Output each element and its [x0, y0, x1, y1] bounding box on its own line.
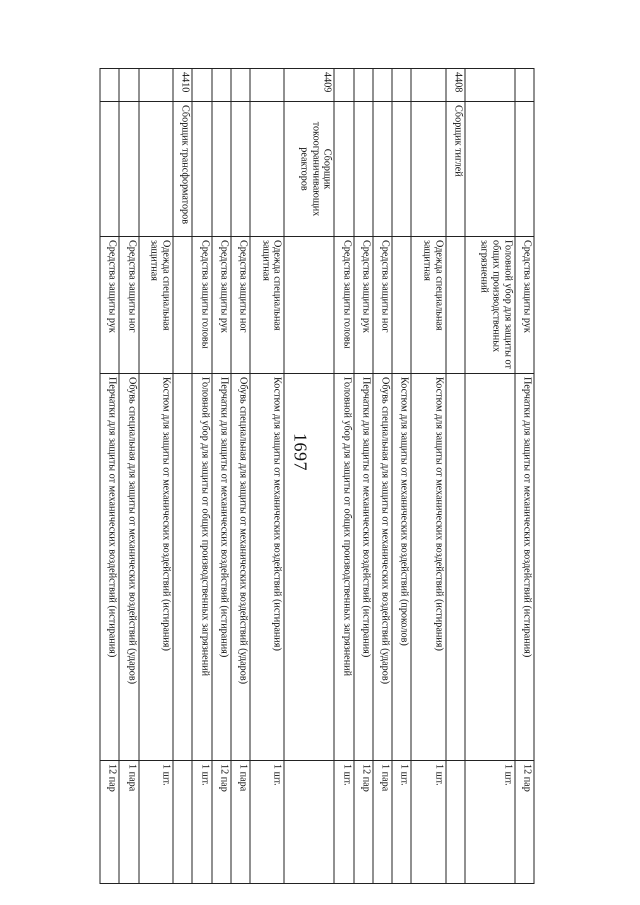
- cell-category: Одежда специальная защитная: [139, 237, 174, 374]
- cell-category: Средства защиты рук: [354, 237, 373, 374]
- cell-item: Костюм для защиты от механических воздействий (истирания): [139, 374, 174, 761]
- table-row: [100, 69, 119, 884]
- cell-code: [334, 69, 353, 102]
- cell-code: [192, 69, 211, 102]
- table-row: [231, 69, 250, 884]
- cell-code: [392, 69, 411, 102]
- cell-item: Перчатки для защиты от механических воздействий (истирания): [100, 374, 119, 761]
- cell-code: [465, 69, 515, 102]
- cell-quantity: 1 шт.: [192, 761, 211, 884]
- ppe-table-body: [100, 69, 534, 884]
- cell-profession: [119, 102, 138, 237]
- cell-category: Средства защиты ног: [231, 237, 250, 374]
- cell-quantity: 1 шт.: [392, 761, 411, 884]
- cell-item: Обувь специальная для защиты от механических воздействий (ударов): [231, 374, 250, 761]
- table-row: [446, 69, 465, 884]
- table-row: [411, 69, 446, 884]
- cell-code: [411, 69, 446, 102]
- cell-quantity: 1 пара: [231, 761, 250, 884]
- cell-code: [373, 69, 392, 102]
- cell-quantity: 1 пара: [373, 761, 392, 884]
- cell-quantity: 1 пара: [119, 761, 138, 884]
- cell-profession: [392, 102, 411, 237]
- cell-profession: [354, 102, 373, 237]
- cell-profession: [515, 102, 534, 237]
- table-row: [212, 69, 231, 884]
- cell-item: Головной убор для защиты от общих производственных загрязнений: [334, 374, 353, 761]
- cell-item: Костюм для защиты от механических воздействий (проколов): [392, 374, 411, 761]
- cell-quantity: 1 шт.: [411, 761, 446, 884]
- cell-quantity: 1 шт.: [465, 761, 515, 884]
- cell-quantity: [446, 761, 465, 884]
- table-row: [173, 69, 192, 884]
- cell-code: 4410: [173, 69, 192, 102]
- table-row: [515, 69, 534, 884]
- cell-profession: [465, 102, 515, 237]
- cell-quantity: 12 пар: [212, 761, 231, 884]
- cell-profession: [334, 102, 353, 237]
- cell-profession: [192, 102, 211, 237]
- cell-code: [212, 69, 231, 102]
- cell-profession: Сборщик трансформаторов: [173, 102, 192, 237]
- cell-profession: [100, 102, 119, 237]
- cell-category: [446, 237, 465, 374]
- cell-category: Средства защиты ног: [373, 237, 392, 374]
- ppe-table: [100, 68, 535, 884]
- cell-code: [515, 69, 534, 102]
- cell-category: Одежда специальная защитная: [411, 237, 446, 374]
- cell-quantity: 12 пар: [515, 761, 534, 884]
- cell-item: Обувь специальная для защиты от механических воздействий (ударов): [119, 374, 138, 761]
- cell-item: Костюм для защиты от механических воздействий (истирания): [411, 374, 446, 761]
- cell-item: [173, 374, 192, 761]
- cell-quantity: 12 пар: [354, 761, 373, 884]
- cell-quantity: 1 шт.: [139, 761, 174, 884]
- cell-item: Обувь специальная для защиты от механических воздействий (ударов): [373, 374, 392, 761]
- cell-profession: [250, 102, 285, 237]
- cell-profession: [373, 102, 392, 237]
- cell-category: Средства защиты рук: [515, 237, 534, 374]
- cell-category: Средства защиты рук: [212, 237, 231, 374]
- table-row: [334, 69, 353, 884]
- cell-item: Костюм для защиты от механических воздействий (истирания): [250, 374, 285, 761]
- cell-quantity: 1 шт.: [250, 761, 285, 884]
- cell-category: Средства защиты ног: [119, 237, 138, 374]
- cell-quantity: [173, 761, 192, 884]
- cell-item: [285, 374, 335, 761]
- cell-code: [119, 69, 138, 102]
- cell-item: Перчатки для защиты от механических воздействий (истирания): [354, 374, 373, 761]
- cell-code: [100, 69, 119, 102]
- table-row: [139, 69, 174, 884]
- table-row: [192, 69, 211, 884]
- cell-category: [392, 237, 411, 374]
- cell-category: [285, 237, 335, 374]
- cell-profession: [231, 102, 250, 237]
- cell-category: Головной убор для защиты от общих производственных загрязнений: [465, 237, 515, 374]
- cell-category: [173, 237, 192, 374]
- cell-code: [231, 69, 250, 102]
- table-row: [119, 69, 138, 884]
- cell-item: [446, 374, 465, 761]
- cell-profession: [212, 102, 231, 237]
- cell-code: [139, 69, 174, 102]
- cell-item: Перчатки для защиты от механических воздействий (истирания): [212, 374, 231, 761]
- table-row: [392, 69, 411, 884]
- cell-profession: [139, 102, 174, 237]
- cell-quantity: 12 пар: [100, 761, 119, 884]
- cell-item: [465, 374, 515, 761]
- cell-category: Средства защиты головы: [192, 237, 211, 374]
- cell-category: Одежда специальная защитная: [250, 237, 285, 374]
- cell-quantity: [285, 761, 335, 884]
- cell-code: [354, 69, 373, 102]
- table-row: [465, 69, 515, 884]
- ppe-table-rotated: [100, 68, 535, 848]
- cell-quantity: 1 шт.: [334, 761, 353, 884]
- cell-code: [250, 69, 285, 102]
- table-row: [354, 69, 373, 884]
- cell-category: Средства защиты рук: [100, 237, 119, 374]
- cell-code: 4408: [446, 69, 465, 102]
- table-row: [373, 69, 392, 884]
- cell-profession: Сборщик тиглей: [446, 102, 465, 237]
- page-number: 1697: [290, 433, 311, 471]
- cell-category: Средства защиты головы: [334, 237, 353, 374]
- cell-item: Перчатки для защиты от механических воздействий (истирания): [515, 374, 534, 761]
- table-row: [250, 69, 285, 884]
- cell-profession: Сборщик токоограничивающих реакторов: [285, 102, 335, 237]
- table-row: [285, 69, 335, 884]
- cell-profession: [411, 102, 446, 237]
- cell-item: Головной убор для защиты от общих производственных загрязнений: [192, 374, 211, 761]
- cell-code: 4409: [285, 69, 335, 102]
